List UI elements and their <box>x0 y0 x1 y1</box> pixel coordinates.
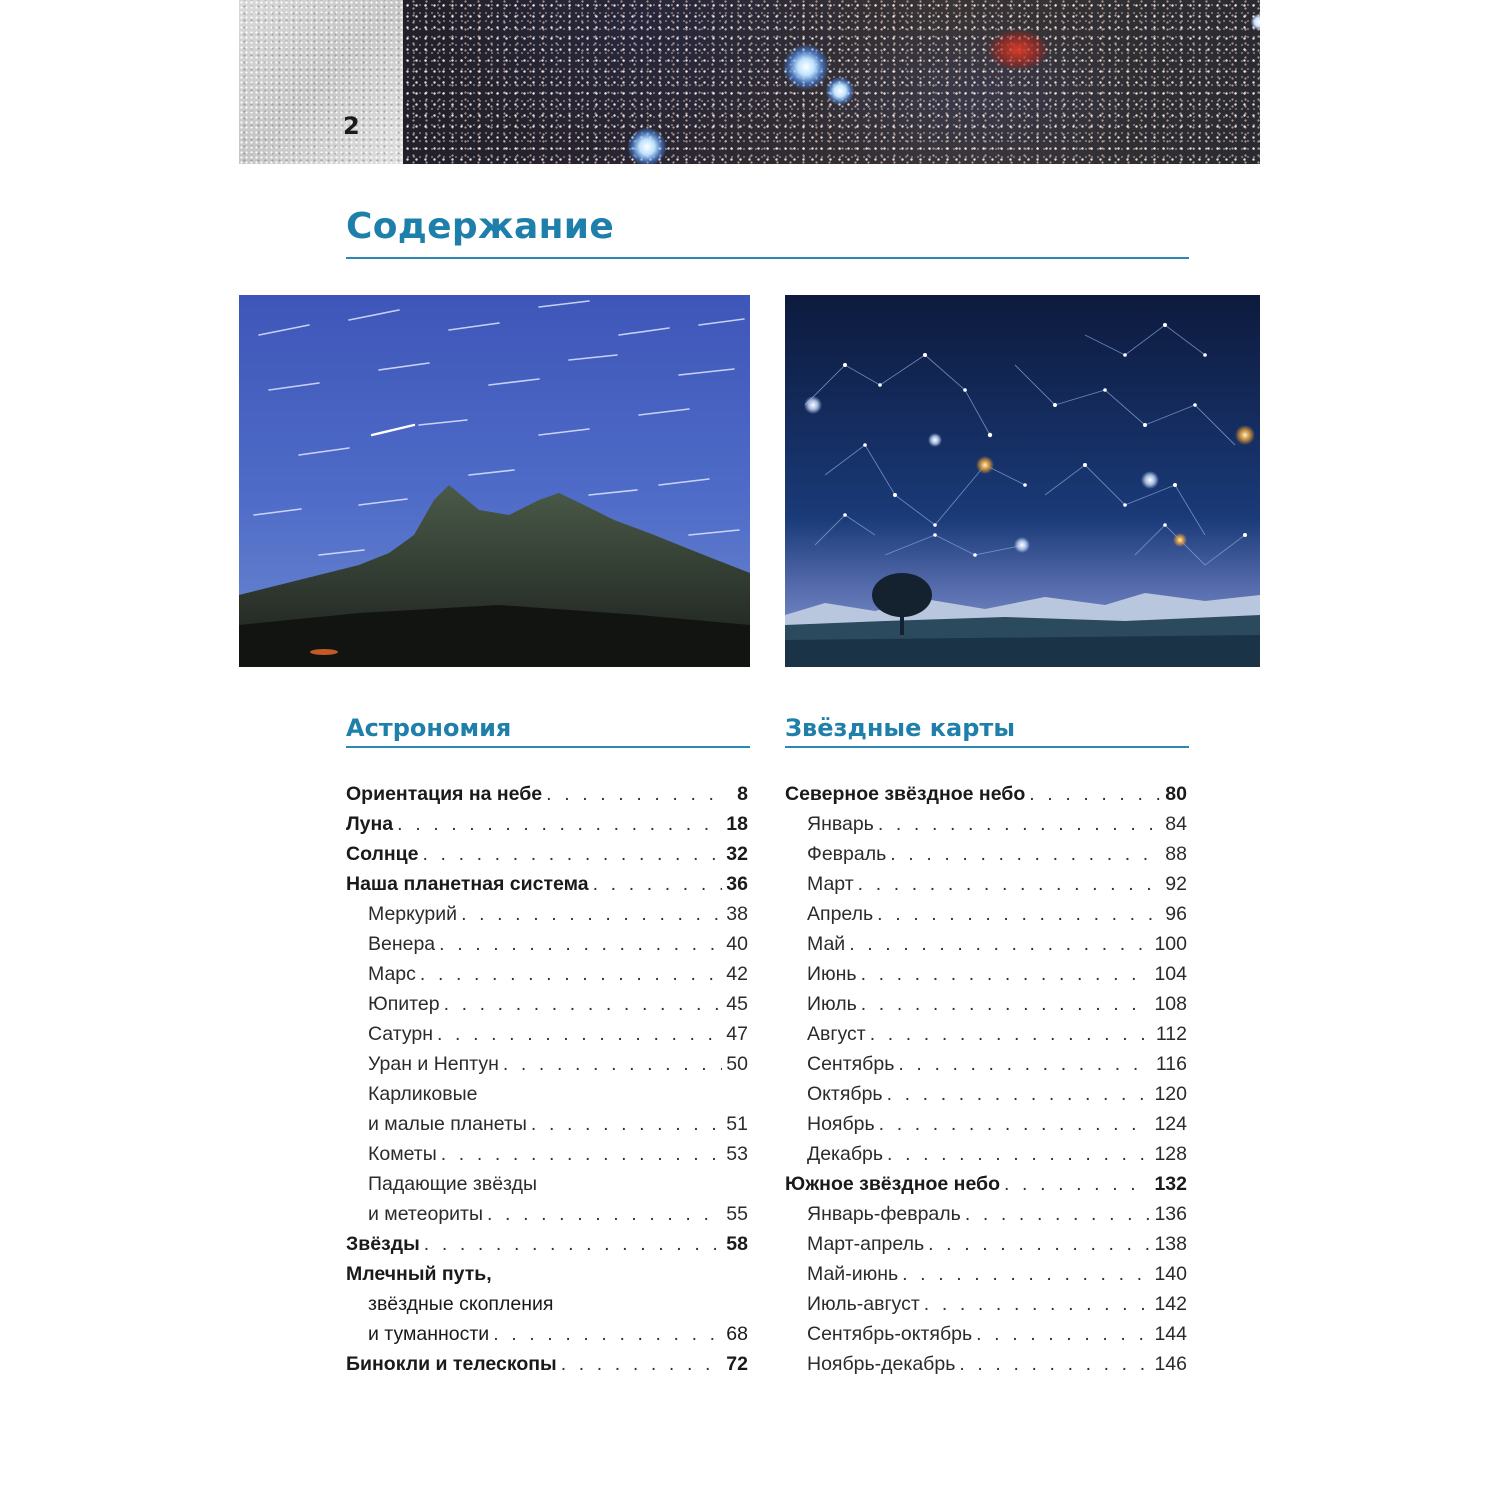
toc-leader-dots <box>976 1319 1150 1349</box>
toc-entry-label: Звёзды <box>346 1233 420 1255</box>
toc-entry[interactable] <box>346 959 748 989</box>
toc-leader-dots <box>861 959 1151 989</box>
toc-leader-dots <box>890 839 1161 869</box>
title-underline <box>346 257 1189 259</box>
toc-entry-label: Сентябрь <box>807 1053 895 1075</box>
toc-entry[interactable] <box>785 1229 1187 1259</box>
toc-page-number: 140 <box>1154 1263 1187 1285</box>
toc-page-number: 80 <box>1165 783 1187 805</box>
toc-entry-label: звёздные скопления <box>368 1293 554 1315</box>
toc-entry[interactable] <box>346 779 748 809</box>
toc-leader-dots <box>441 1139 722 1169</box>
toc-entry[interactable] <box>346 899 748 929</box>
toc-leader-dots <box>878 809 1161 839</box>
toc-page-number: 146 <box>1154 1353 1187 1375</box>
toc-page-number: 124 <box>1154 1113 1187 1135</box>
bright-star <box>628 128 666 164</box>
page-number: 2 <box>343 112 360 140</box>
toc-page-number: 116 <box>1155 1053 1187 1075</box>
toc-page-number: 18 <box>726 813 748 835</box>
toc-list-astronomy <box>346 779 748 1379</box>
toc-entry[interactable] <box>346 1079 748 1109</box>
toc-leader-dots <box>879 1109 1151 1139</box>
toc-entry-label: Бинокли и телескопы <box>346 1353 557 1375</box>
toc-entry[interactable] <box>785 1109 1187 1139</box>
toc-leader-dots <box>487 1199 722 1229</box>
toc-leader-dots <box>424 1229 722 1259</box>
toc-entry[interactable] <box>785 869 1187 899</box>
toc-page-number: 55 <box>726 1203 748 1225</box>
toc-entry[interactable] <box>346 809 748 839</box>
toc-entry-label: Ноябрь <box>807 1113 875 1135</box>
toc-leader-dots <box>959 1349 1150 1379</box>
toc-page-number: 8 <box>737 783 748 805</box>
toc-entry-label: Карликовые <box>368 1083 478 1105</box>
toc-entry-label: Октябрь <box>807 1083 883 1105</box>
toc-entry[interactable] <box>346 869 748 899</box>
toc-entry[interactable] <box>346 1319 748 1349</box>
toc-entry[interactable] <box>785 839 1187 869</box>
toc-leader-dots <box>439 929 722 959</box>
toc-entry[interactable] <box>346 1199 748 1229</box>
toc-page-number: 108 <box>1154 993 1187 1015</box>
toc-page-number: 40 <box>726 933 748 955</box>
bright-star <box>826 77 854 105</box>
toc-leader-dots <box>493 1319 722 1349</box>
toc-leader-dots <box>397 809 722 839</box>
section-underline <box>785 746 1189 748</box>
toc-entry[interactable] <box>346 1349 748 1379</box>
toc-entry-label: Кометы <box>368 1143 437 1165</box>
toc-entry-label: Январь-февраль <box>807 1203 961 1225</box>
toc-entry-label: Ноябрь-декабрь <box>807 1353 956 1375</box>
toc-page-number: 53 <box>726 1143 748 1165</box>
toc-entry[interactable] <box>346 1259 748 1289</box>
star-trails-mountain-photo <box>239 295 750 667</box>
toc-page-number: 58 <box>726 1233 748 1255</box>
section-underline <box>346 746 750 748</box>
toc-entry[interactable] <box>346 1019 748 1049</box>
toc-entry-label: Луна <box>346 813 394 835</box>
grey-margin-strip <box>239 0 403 164</box>
toc-leader-dots <box>444 989 722 1019</box>
toc-entry-label: Июнь <box>807 963 857 985</box>
toc-entry-label: Апрель <box>807 903 874 925</box>
toc-entry-label: Февраль <box>807 843 887 865</box>
toc-leader-dots <box>887 1139 1150 1169</box>
toc-leader-dots <box>877 899 1161 929</box>
toc-leader-dots <box>423 839 722 869</box>
toc-page-number: 138 <box>1154 1233 1187 1255</box>
red-nebula <box>988 30 1048 70</box>
toc-entry[interactable] <box>346 989 748 1019</box>
toc-entry-label: Июль-август <box>807 1293 920 1315</box>
toc-entry-label: Млечный путь, <box>346 1263 492 1285</box>
toc-entry[interactable] <box>346 1169 748 1199</box>
toc-page-number: 136 <box>1154 1203 1187 1225</box>
toc-entry-label: Май-июнь <box>807 1263 899 1285</box>
toc-entry-label: Уран и Нептун <box>368 1053 499 1075</box>
toc-page-number: 144 <box>1154 1323 1187 1345</box>
toc-entry-label: Март <box>807 873 854 895</box>
toc-entry-label: Декабрь <box>807 1143 884 1165</box>
toc-entry-label: Южное звёздное небо <box>785 1173 1000 1195</box>
toc-entry-label: Август <box>807 1023 866 1045</box>
toc-leader-dots <box>861 989 1151 1019</box>
toc-entry-label: и метеориты <box>368 1203 484 1225</box>
toc-page-number: 104 <box>1154 963 1187 985</box>
toc-entry[interactable] <box>785 1289 1187 1319</box>
toc-entry[interactable] <box>785 1079 1187 1109</box>
toc-entry[interactable] <box>785 1199 1187 1229</box>
toc-leader-dots <box>420 959 722 989</box>
toc-page-number: 42 <box>726 963 748 985</box>
toc-entry-label: Наша планетная система <box>346 873 589 895</box>
toc-list-star-maps <box>785 779 1187 1379</box>
toc-entry[interactable] <box>785 1019 1187 1049</box>
toc-leader-dots <box>461 899 722 929</box>
toc-entry-label: Венера <box>368 933 436 955</box>
toc-page-number: 132 <box>1154 1173 1187 1195</box>
constellations-photo <box>785 295 1260 667</box>
toc-leader-dots <box>849 929 1150 959</box>
toc-page-number: 45 <box>726 993 748 1015</box>
toc-entry[interactable] <box>785 989 1187 1019</box>
toc-page-number: 100 <box>1154 933 1187 955</box>
toc-entry[interactable] <box>785 1349 1187 1379</box>
toc-entry[interactable] <box>346 1229 748 1259</box>
toc-page-number: 47 <box>726 1023 748 1045</box>
toc-entry-label: Июль <box>807 993 857 1015</box>
toc-page-number: 88 <box>1165 843 1187 865</box>
section-title-astronomy: Астрономия <box>346 714 512 742</box>
toc-leader-dots <box>924 1289 1151 1319</box>
toc-entry[interactable] <box>785 1259 1187 1289</box>
toc-entry[interactable] <box>346 839 748 869</box>
toc-leader-dots <box>965 1199 1151 1229</box>
toc-leader-dots <box>887 1079 1151 1109</box>
toc-page-number: 32 <box>726 843 748 865</box>
toc-entry[interactable] <box>785 1319 1187 1349</box>
header-banner-image <box>239 0 1260 164</box>
toc-page-number: 84 <box>1165 813 1187 835</box>
toc-page-number: 112 <box>1155 1023 1187 1045</box>
toc-leader-dots <box>870 1019 1152 1049</box>
toc-entry-label: Сентябрь-октябрь <box>807 1323 973 1345</box>
toc-entry-label: Меркурий <box>368 903 458 925</box>
toc-leader-dots <box>437 1019 722 1049</box>
toc-page-number: 92 <box>1165 873 1187 895</box>
toc-entry-label: Март-апрель <box>807 1233 925 1255</box>
toc-entry[interactable] <box>785 959 1187 989</box>
section-title-star-maps: Звёздные карты <box>785 714 1016 742</box>
toc-leader-dots <box>1004 1169 1150 1199</box>
toc-entry[interactable] <box>346 1139 748 1169</box>
starfield-image <box>403 0 1260 164</box>
toc-entry[interactable] <box>346 929 748 959</box>
toc-entry-label: Северное звёздное небо <box>785 783 1026 805</box>
toc-page-number: 120 <box>1154 1083 1187 1105</box>
toc-entry-label: Ориентация на небе <box>346 783 543 805</box>
toc-page-number: 142 <box>1154 1293 1187 1315</box>
bright-star <box>1251 14 1260 30</box>
toc-entry[interactable] <box>785 1139 1187 1169</box>
toc-entry[interactable] <box>785 1169 1187 1199</box>
toc-entry-label: Январь <box>807 813 874 835</box>
toc-leader-dots <box>531 1109 722 1139</box>
toc-page-number: 68 <box>726 1323 748 1345</box>
toc-entry[interactable] <box>785 1049 1187 1079</box>
toc-entry[interactable] <box>346 1109 748 1139</box>
toc-page-number: 50 <box>726 1053 748 1075</box>
toc-leader-dots <box>503 1049 722 1079</box>
bright-star <box>783 44 829 90</box>
toc-leader-dots <box>858 869 1161 899</box>
toc-entry[interactable] <box>346 1289 748 1319</box>
toc-entry-label: и туманности <box>368 1323 490 1345</box>
toc-page-number: 38 <box>726 903 748 925</box>
toc-page-number: 36 <box>726 873 748 895</box>
toc-leader-dots <box>898 1049 1152 1079</box>
toc-entry-label: Май <box>807 933 846 955</box>
toc-entry-label: и малые планеты <box>368 1113 527 1135</box>
toc-entry-label: Сатурн <box>368 1023 434 1045</box>
toc-entry-label: Юпитер <box>368 993 440 1015</box>
page-title: Содержание <box>346 206 615 247</box>
toc-page-number: 51 <box>726 1113 748 1135</box>
toc-leader-dots <box>902 1259 1150 1289</box>
toc-page-number: 72 <box>726 1353 748 1375</box>
toc-entry[interactable] <box>785 929 1187 959</box>
toc-page-number: 128 <box>1154 1143 1187 1165</box>
toc-entry[interactable] <box>346 1049 748 1079</box>
toc-leader-dots <box>546 779 722 809</box>
toc-leader-dots <box>1029 779 1161 809</box>
toc-entry[interactable] <box>785 809 1187 839</box>
toc-leader-dots <box>593 869 722 899</box>
toc-entry[interactable] <box>785 899 1187 929</box>
toc-entry[interactable] <box>785 779 1187 809</box>
toc-page-number: 96 <box>1165 903 1187 925</box>
toc-entry-label: Марс <box>368 963 416 985</box>
toc-entry-label: Падающие звёзды <box>368 1173 537 1195</box>
toc-leader-dots <box>561 1349 722 1379</box>
toc-entry-label: Солнце <box>346 843 419 865</box>
toc-leader-dots <box>928 1229 1150 1259</box>
